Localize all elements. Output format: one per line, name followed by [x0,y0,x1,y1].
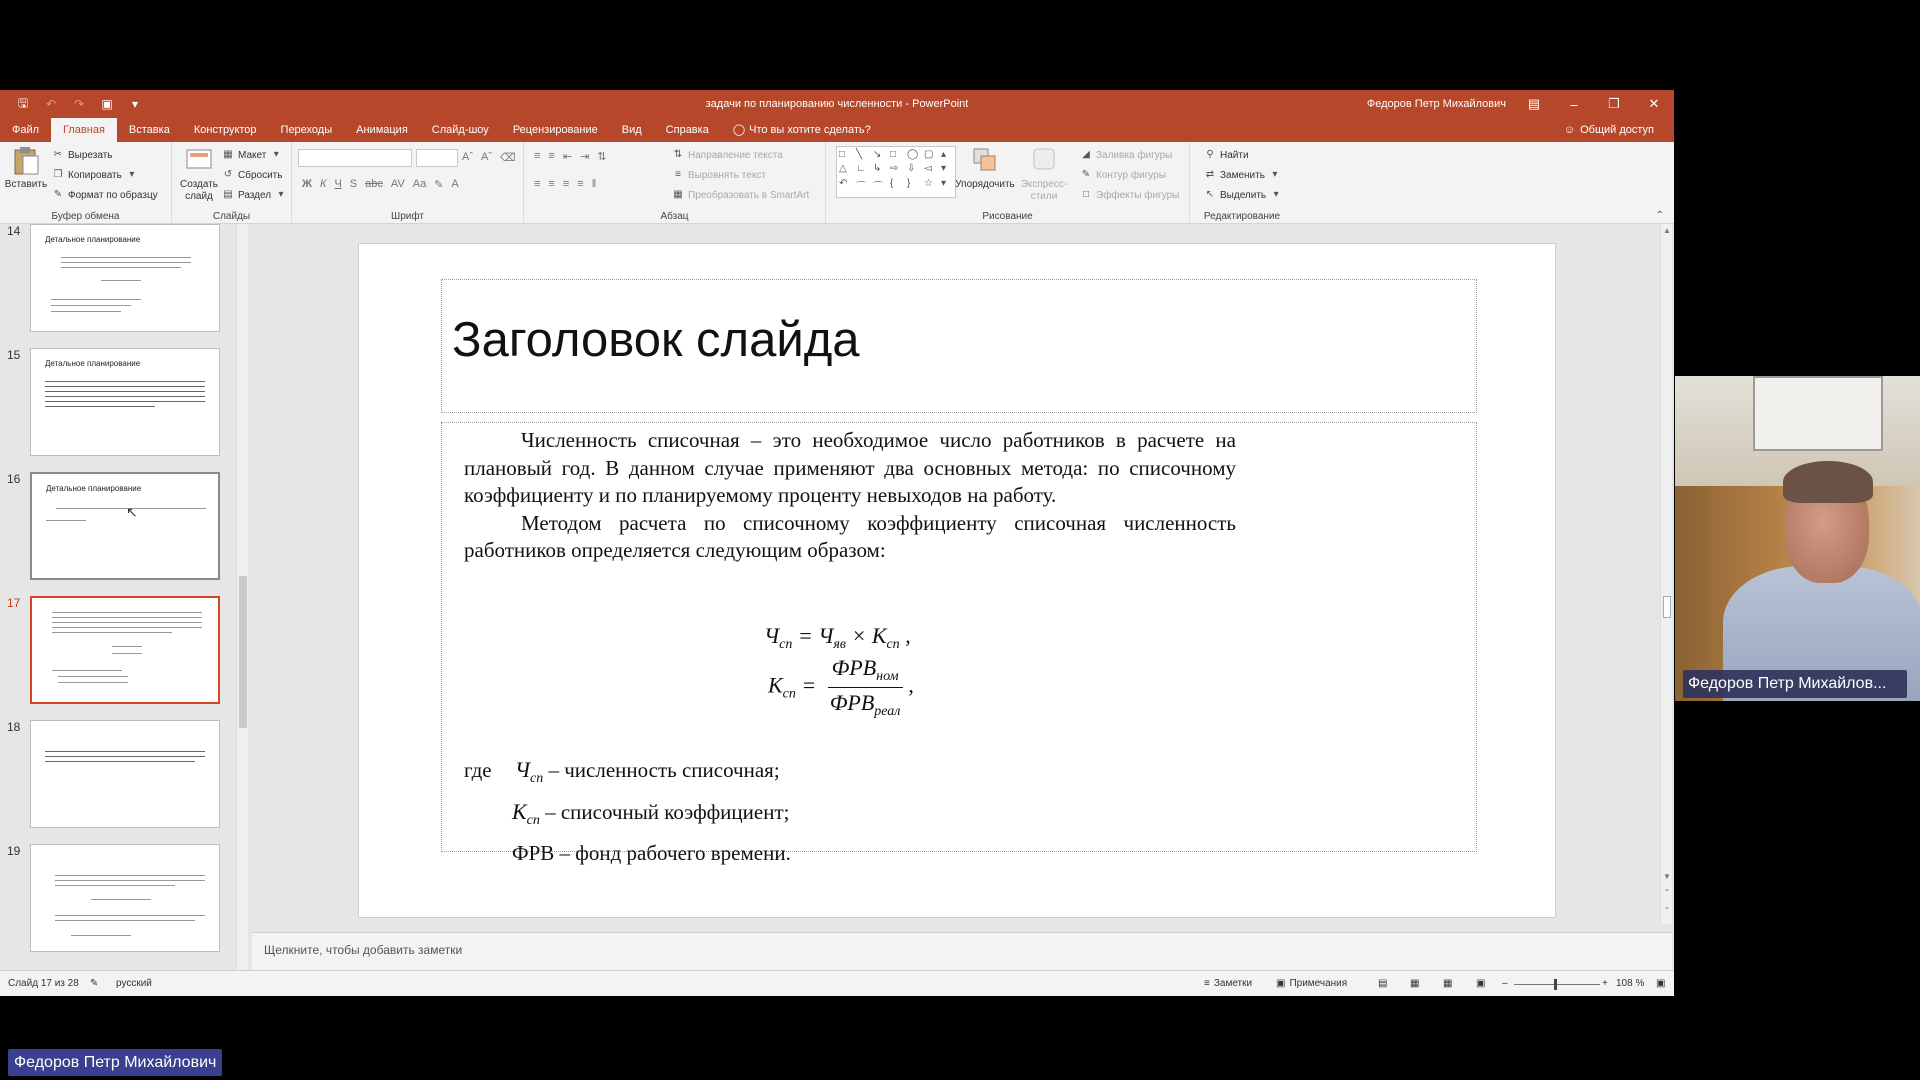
clipboard-group [0,142,172,224]
bullets-icon[interactable]: ≡ [534,150,541,162]
thumbnail-number: 18 [7,720,21,734]
smartart-button[interactable] [672,189,809,201]
shape-fill-button[interactable] [1080,149,1172,161]
cut-label: Вырезать [68,149,113,161]
thumbnail-number: 14 [7,224,21,238]
tab-help[interactable]: Справка [665,124,709,136]
tab-animations[interactable]: Анимация [356,124,408,136]
chevron-down-icon: ▾ [1272,169,1278,180]
paste-button[interactable] [4,146,48,191]
font-size-input[interactable] [416,149,458,167]
text-direction-icon: ⇅ [673,149,683,160]
effects-icon: □ [1082,189,1090,200]
spellcheck-icon[interactable]: ✎ [90,978,99,989]
body-text[interactable] [464,427,1236,565]
layout-label: Макет [238,149,267,161]
slides-group [172,142,292,224]
title-placeholder[interactable] [441,279,1477,413]
comments-toggle[interactable] [1276,978,1347,989]
highlight-icon[interactable]: ✎ [434,179,444,191]
align-left-icon[interactable]: ≡ [534,178,541,190]
slides-group-label: Слайды [212,211,251,222]
replace-button[interactable] [1204,169,1281,181]
tab-review[interactable]: Рецензирование [512,124,598,136]
text-direction-label: Направление текста [688,149,783,161]
window-controls [1514,90,1674,118]
restore-icon[interactable]: ❐ [1608,96,1620,111]
reset-button[interactable] [222,169,282,181]
lightbulb-icon: ◯ [732,124,746,136]
thumbnail-scrollbar[interactable] [236,224,248,970]
status-bar [0,970,1674,996]
pen-icon: ✎ [1081,169,1091,180]
decrease-indent-icon[interactable]: ⇤ [562,151,573,163]
quick-styles-button[interactable] [1016,146,1072,203]
thumbnail-scroll-thumb[interactable] [239,576,247,728]
tab-insert[interactable]: Вставка [128,124,170,136]
columns-icon[interactable]: ‖ [591,178,597,190]
undo-icon[interactable]: ↶ [45,97,57,111]
ribbon [0,142,1674,224]
align-text-button[interactable] [672,169,766,181]
shape-outline-button[interactable] [1080,169,1166,181]
copy-icon: ❐ [53,169,63,180]
reset-label: Сбросить [238,169,283,181]
font-group-label: Шрифт [391,211,424,222]
numbering-icon[interactable]: ≡ [548,150,555,162]
section-label: Раздел [238,189,272,201]
increase-indent-icon[interactable]: ⇥ [580,151,590,163]
notes-placeholder[interactable]: Щелкните, чтобы добавить заметки [264,943,463,957]
content-placeholder[interactable] [441,422,1477,865]
shadow-icon[interactable]: S [349,178,358,190]
customize-qat-icon[interactable]: ▾ [131,97,139,111]
select-button[interactable] [1204,189,1282,201]
language-indicator[interactable]: русский [116,978,152,989]
redo-icon[interactable]: ↷ [73,97,85,111]
thumbnail-number: 17 [7,596,21,610]
tab-file[interactable]: Файл [12,124,40,136]
share-label: Общий доступ [1580,124,1654,136]
tab-design[interactable]: Конструктор [193,124,257,136]
present-icon[interactable]: ▣ [101,97,113,111]
notes-toggle-label: Заметки [1213,978,1253,989]
select-label: Выделить [1220,189,1267,201]
formula-coefficient: $К_{сп}$ = $\frac{ФРВ_{ном}}{ФРВ_{реал}}$ , [768,655,914,719]
close-icon[interactable]: ✕ [1648,96,1660,111]
definition-2: $К_{сп}$ – списочный коэффициент; [512,799,790,828]
change-case-icon[interactable]: Aa [412,178,427,190]
underline-icon[interactable]: Ч [334,178,342,190]
section-button[interactable] [222,189,287,201]
where-label: где [464,758,492,782]
slide-thumbnail[interactable] [30,844,220,952]
new-slide-icon [185,146,213,176]
thumbnail-row[interactable] [0,844,236,956]
notes-toggle[interactable] [1204,978,1252,989]
smartart-label: Преобразовать в SmartArt [688,189,810,201]
find-button[interactable] [1204,149,1249,161]
definition-2-text: – списочный коэффициент; [539,800,790,824]
slide-scroll-thumb[interactable] [1663,596,1671,618]
character-spacing-icon[interactable]: AV [390,178,405,190]
quick-styles-icon [1030,146,1058,176]
scroll-up-icon[interactable]: ▲ [1663,226,1671,235]
thumbnail-number: 16 [7,472,21,486]
align-text-label: Выровнять текст [688,169,766,181]
reading-view-icon[interactable]: ▦ [1443,978,1453,989]
slide-sorter-icon[interactable]: ▦ [1410,978,1420,989]
section-icon: ▤ [223,189,233,200]
definition-3-text: ФРВ – фонд рабочего времени. [512,841,791,865]
thumbnail-row[interactable] [0,224,236,336]
slide-title[interactable]: Заголовок слайда [452,313,860,367]
copy-label: Копировать [68,169,122,181]
slide-thumbnail-selected[interactable] [30,596,220,704]
tab-transitions[interactable]: Переходы [280,124,333,136]
replace-label: Заменить [1220,169,1265,181]
collapse-ribbon-icon[interactable]: ⌃ [1655,210,1664,221]
font-group [292,142,524,224]
minimize-icon[interactable]: – [1570,96,1578,112]
tell-me-label: Что вы хотите сделать? [749,124,871,136]
copy-button[interactable] [52,169,138,181]
definition-3 [464,837,791,870]
ribbon-tabs [0,118,1674,142]
shape-effects-label: Эффекты фигуры [1096,189,1180,201]
normal-view-icon[interactable]: ▤ [1378,978,1388,989]
zoom-in-icon[interactable]: + [1602,978,1608,989]
editing-group [1190,142,1294,224]
thumbnail-row[interactable] [0,348,236,460]
bold-icon[interactable]: Ж [302,178,312,190]
chevron-down-icon: ▾ [278,189,284,200]
thumbnail-number: 15 [7,348,21,362]
tab-view[interactable]: Вид [621,124,642,136]
shrink-font-icon[interactable]: Aˇ [481,151,492,163]
clipboard-group-label: Буфер обмена [51,211,120,222]
line-spacing-icon[interactable]: ⇅ [597,151,607,163]
align-right-icon[interactable]: ≡ [562,178,570,190]
slide-thumbnail-pane [0,224,252,970]
scissors-icon: ✂ [53,149,63,160]
chevron-down-icon[interactable]: ▾ [129,169,135,180]
notes-pane[interactable] [252,932,1672,970]
clipboard-icon [12,146,40,176]
zoom-out-icon[interactable]: – [1502,978,1508,989]
formula-headcount: $Ч_{сп} = Ч_{яв} \times К_{сп}$ , [764,623,911,652]
paste-label: Вставить [4,179,48,190]
italic-icon[interactable]: К [319,178,327,190]
layout-icon: ▦ [223,149,233,160]
paragraph-group-label: Абзац [660,211,689,222]
ribbon-display-options-icon[interactable]: ▤ [1527,96,1541,111]
webcam-video [1675,376,1920,701]
shape-outline-label: Контур фигуры [1096,169,1166,181]
editing-group-label: Редактирование [1203,211,1281,222]
thumbnail-title: Детальное планирование [45,359,141,368]
definition-1: где $Ч_{сп}$ – численность списочная; [464,757,780,786]
slide-thumbnail[interactable] [30,472,220,580]
next-slide-icon[interactable]: ⌄ [1663,902,1671,911]
person-icon: ☺ [1563,124,1576,136]
replace-icon: ⇄ [1205,169,1215,180]
previous-slide-icon[interactable]: ⌃ [1663,888,1671,897]
cut-button[interactable] [52,149,112,161]
account-name[interactable]: Федоров Петр Михайлович [1366,98,1506,110]
drawing-group-label: Рисование [982,211,1033,222]
tell-me-box[interactable] [721,118,883,142]
fit-to-window-icon[interactable]: ▣ [1656,978,1666,989]
strikethrough-icon[interactable]: abc [365,178,383,190]
new-slide-button[interactable] [176,146,222,203]
drawing-group [826,142,1190,224]
slide-thumbnail[interactable] [30,224,220,332]
grow-font-icon[interactable]: Aˆ [462,151,473,163]
mouse-cursor-icon: ↖ [126,504,138,520]
layout-button[interactable] [222,149,282,161]
slide-canvas[interactable] [359,244,1555,917]
find-label: Найти [1220,149,1249,161]
webcam-participant-name: Федоров Петр Михайлов... [1683,670,1907,698]
format-painter-button[interactable] [52,189,158,201]
notes-icon: ≡ [1204,978,1210,989]
clear-formatting-icon[interactable]: ⌫ [500,152,516,164]
format-painter-label: Формат по образцу [68,189,158,201]
thumbnail-row[interactable] [0,596,236,708]
shape-effects-button[interactable] [1080,189,1179,201]
powerpoint-window [0,90,1674,996]
shapes-gallery[interactable]: □ ╲ ↘ □ ◯ ▢ ▴ △ ∟ ↳ ⇨ ⇩ ◅ ▾ ↶ ⌒ ⌒ { } ☆ ▾ [836,146,956,198]
save-icon[interactable]: 🖫 [17,95,29,110]
thumbnail-title: Детальное планирование [45,235,141,244]
scroll-down-icon[interactable]: ▼ [1663,872,1671,881]
arrange-button[interactable] [956,146,1014,191]
paragraph-1: Численность списочная – это необходимое число работников в расчете на плановый год. В данном случае применяют два основных метода: по списочному коэффициенту и по планируемому проценту невыходов на работу. [464,428,1236,507]
slideshow-icon[interactable]: ▣ [1476,978,1486,989]
paragraph-group [524,142,826,224]
arrange-label: Упорядочить [955,179,1015,190]
cursor-icon: ↖ [1205,189,1215,200]
zoom-level[interactable]: 108 % [1616,978,1645,989]
search-icon: ⚲ [1206,149,1214,160]
new-slide-label: Создать слайд [179,179,218,202]
title-bar [0,90,1674,118]
tab-slideshow[interactable]: Слайд-шоу [431,124,489,136]
arrange-icon [971,146,999,176]
brush-icon: ✎ [53,189,63,200]
slide-thumbnail[interactable] [30,720,220,828]
thumbnail-row[interactable] [0,720,236,832]
smartart-icon: ▦ [673,189,683,200]
justify-icon[interactable]: ≡ [577,178,584,190]
zoom-slider[interactable] [1514,984,1600,985]
thumbnail-title: Детальное планирование [46,484,142,493]
tab-home[interactable]: Главная [51,118,117,142]
share-button[interactable] [1564,118,1654,142]
chevron-down-icon: ▾ [1273,189,1279,200]
align-center-icon[interactable]: ≡ [548,178,555,190]
font-color-icon[interactable]: A [451,178,459,190]
document-title: задачи по планированию численности - PowerPoint [705,98,969,110]
slide-editor [252,224,1672,924]
thumbnail-number: 19 [7,844,21,858]
align-text-icon: ≡ [675,169,681,180]
chevron-down-icon: ▾ [273,149,279,160]
slide-thumbnail[interactable] [30,348,220,456]
zoom-slider-thumb[interactable] [1554,979,1557,990]
quick-styles-label: Экспресс-стили [1020,179,1068,202]
comment-icon: ▣ [1276,978,1286,989]
presenter-name: Федоров Петр Михайлович [8,1049,222,1076]
reset-icon: ↺ [223,169,233,180]
slide-scrollbar[interactable] [1660,224,1672,924]
text-direction-button[interactable] [672,149,783,161]
thumbnail-row[interactable] [0,472,236,584]
slide-counter: Слайд 17 из 28 [8,978,79,989]
definition-1-text: – численность списочная; [543,758,780,782]
font-name-input[interactable] [298,149,412,167]
shape-fill-label: Заливка фигуры [1096,149,1173,161]
definitions-block [464,753,791,870]
paint-bucket-icon: ◢ [1082,149,1090,160]
comments-toggle-label: Примечания [1289,978,1348,989]
paragraph-2: Методом расчета по списочному коэффициенту списочная численность работников определяется следующим образом: [464,510,1236,562]
